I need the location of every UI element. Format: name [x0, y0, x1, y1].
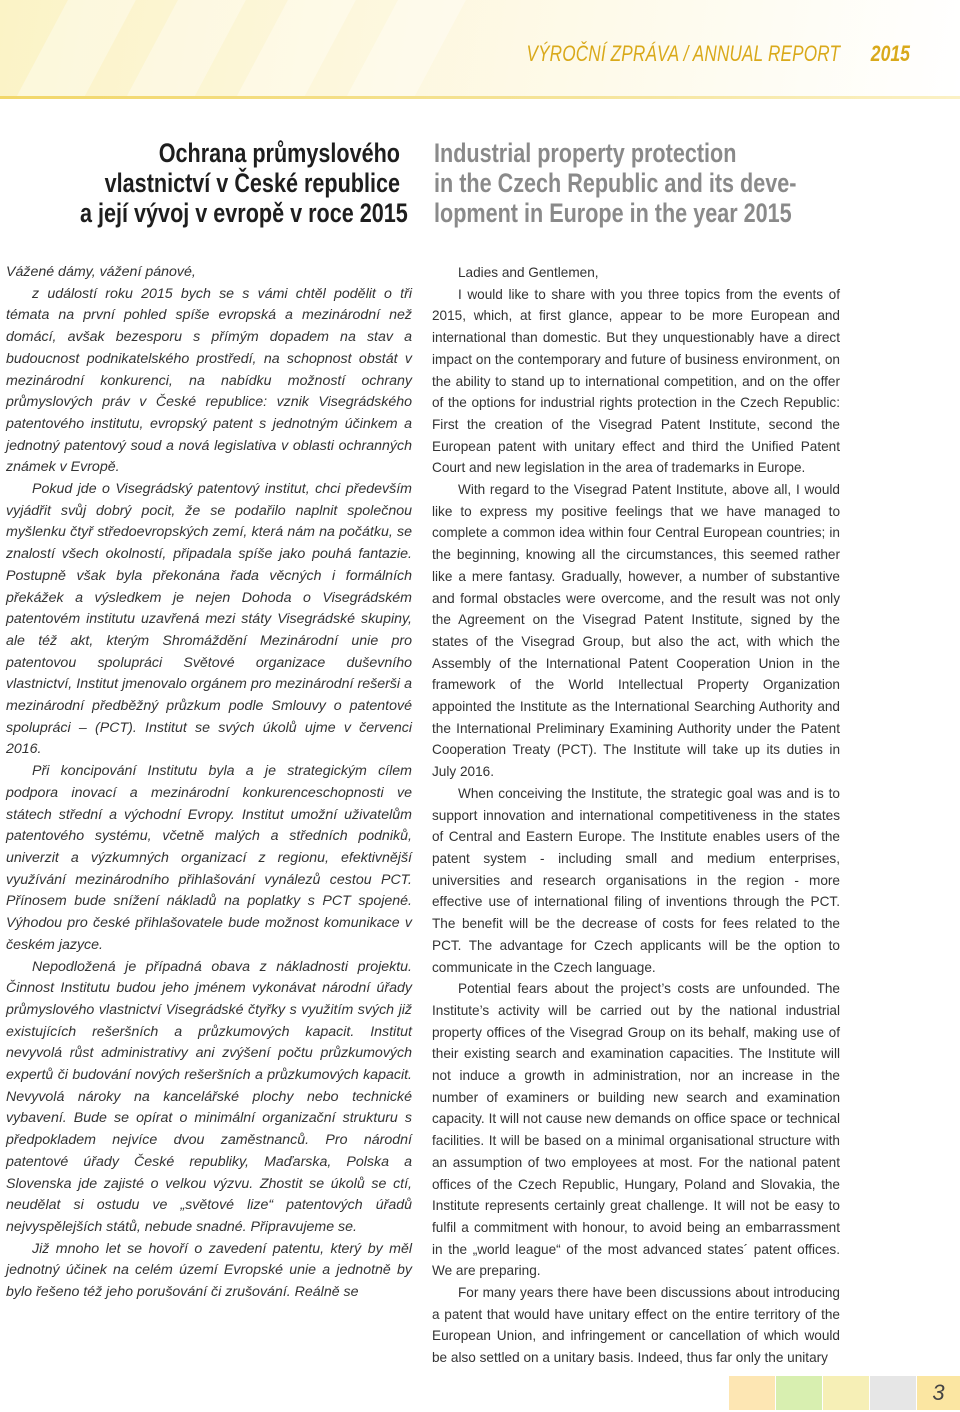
english-column: [432, 262, 840, 1369]
report-year: 2015: [870, 41, 910, 66]
article-title-en: [434, 138, 904, 228]
header-stripe: [107, 0, 254, 96]
paragraph: Nepodložená je případná obava z nákladnosti projektu. Činnost Institutu budou jeho jménem vykonávat národní úřady průmyslového vlastnictví Visegrádské čtyřky s využitím svých již existujících rešeršních a průzkumových kapacit. Institut nevyvolá růst administrativy ani zvýšení počtu průzkumových expertů či budování nových rešeršních a průzkumových kapacit. Nevyvolá nároky na kancelářské plochy nebo technické vybavení. Bude se opírat o minimální organizační strukturu s předpokladem nejvíce dvou zaměstnanců. Pro národní patentové úřady České republiky, Maďarska, Polska a Slovenska jde zajisté o velkou výzvu. Zhostit se úkolů se ctí, neudělat si ostudu ve „světové lize“ patentových úřadů nejvyspělejších států, nebude snadné. Připravujeme se.: [6, 958, 412, 1235]
footer-decoration: [729, 1376, 917, 1410]
header-stripe: [0, 0, 143, 96]
paragraph: Při koncipování Institutu byla a je strategickým cílem podpora inovací a mezinárodní konkurenceschopnosti ve státech střední a východní Evropy. Institut umožní uživatelům patentového systému, včetně malých a středních podniků, univerzit a výzkumných organizací z regionu, efektivnější využívání mezinárodního přihlašování vynálezů cestou PCT. Přínosem bude snížení nákladů na poplatky s PCT spojené. Výhodou pro české přihlašovatele bude možnost komunikace v českém jazyce.: [6, 763, 412, 953]
paragraph: Již mnoho let se hovoří o zavedení patentu, který by měl jednotný účinek na celém území Evropské unie a jednotně by bylo řešeno též jeho porušování či zrušování. Reálně se: [6, 1240, 412, 1301]
paragraph: With regard to the Visegrad Patent Institute, above all, I would like to express my positive feelings that we have managed to complete a common idea within four Central European countries; in the beginning, knowing all the circumstances, this seemed rather like a mere fantasy. Gradually, however, a number of substantive and formal obstacles were overcome, and the result was not only the Agreement on the Visegrad Patent Institute, signed by the states of the Visegrad Group, but also the act, with which the Assembly of the International Patent Cooperation Union in the framework of the World Intellectual Property Organization appointed the Institute as the International Searching Authority and the International Preliminary Examining Authority under the Patent Cooperation Treaty (PCT). The Institute will take up its duties in July 2016.: [432, 482, 840, 780]
czech-column: [6, 262, 412, 1304]
paragraph: Pokud jde o Visegrádský patentový institut, chci především vyjádřit svůj dobrý pocit, že se podařilo naplnit společnou myšlenku čtyř středoevropských zemí, která nám na počátku, se znalostí všech okolností, připadala spíše jako pouhá fantazie. Postupně však byla překonána řada věcných i formálních překážek a výsledkem je nejen Dohoda o Visegrádském patentovém institutu uzavřená mezi státy Visegrádské skupiny, ale též akt, kterým Shromáždění Mezinárodní unie pro patentovou spolupráci Světové organizace duševního vlastnictví, Institut jmenovalo orgánem pro mezinárodní rešerši a mezinárodní předběžný průzkum podle Smlouvy o patentové spolupráci – (PCT). Institut se svých úkolů ujme v červenci 2016.: [6, 481, 412, 758]
paragraph: Ladies and Gentlemen,: [458, 265, 599, 280]
header-stripe: [217, 0, 364, 96]
footer-square: [823, 1376, 869, 1410]
paragraph: Potential fears about the project’s costs are unfounded. The Institute’s activity will be carried out by the national industrial property offices of the Visegrad Group on its behalf, making use of their existing search and examination capacities. The Institute will not induce a growth in administration, nor an increase in the number of examiners or building new search and examination capacity. It will not cause new demands on office space or technical facilities. It will be based on a minimal organisational structure with an assumption of two employees at most. For the national patent offices of the Czech Republic, Hungary, Poland and Slovakia, the Institute represents certainly great challenge. It will not be easy to fulfil a commitment with honour, to avoid being an embarrassment in the „world league“ of the most advanced states´ patent offices. We are preparing.: [432, 981, 840, 1279]
paragraph: When conceiving the Institute, the strategic goal was and is to support innovation and international competitiveness in the states of Central and Eastern Europe. The Institute enables users of the patent system - including small and medium enterprises, universities and research organisations in the region - more effective use of international filing of inventions through the PCT. The benefit will be the decrease of costs for fees related to the PCT. The advantage for Czech applicants will be the option to communicate in the Czech language.: [432, 785, 840, 975]
footer-square: [870, 1376, 916, 1410]
title-line: Ochrana průmyslového: [158, 138, 400, 168]
title-line: a její vývoj v evropě v roce 2015: [80, 198, 408, 228]
footer-square: [729, 1376, 775, 1410]
paragraph: I would like to share with you three topics from the events of 2015, which, at first glance, appear to be more European and international than domestic. But they unquestionably have a direct impact on the contemporary and future of business environment, on the ability to stand up to international competition, and on the offer of the options for industrial rights protection in the Czech Republic: First the creation of the Visegrad Patent Institute, second the European patent with unitary effect and third the Unified Patent Court and new legislation in the area of trademarks in Europe.: [432, 286, 840, 476]
article-title-cz: [0, 138, 408, 228]
paragraph: z událostí roku 2015 bych se s vámi chtěl podělit o tři témata na první pohled spíše evropská a mezinárodní než domácí, avšak bezesporu s přímým dopadem na stav a budoucnost podnikatelského prostředí, na schopnost obstát v mezinárodní konkurenci, na nabídku možností ochrany průmyslových práv v České republice: vznik Visegrádského patentového institutu, evropský patent s jednotným účinkem a jednotný patentový soud a nová legislativa v oblasti ochranných známek v Evropě.: [6, 285, 412, 476]
title-line: vlastnictví v České republice: [104, 168, 401, 198]
title-line: Industrial property protection: [434, 138, 737, 168]
title-line: lopment in Europe in the year 2015: [434, 198, 792, 228]
footer-square: [776, 1376, 822, 1410]
header-stripe: [327, 0, 474, 96]
report-title: VÝROČNÍ ZPRÁVA / ANNUAL REPORT: [526, 41, 840, 66]
header-divider: [0, 96, 960, 99]
paragraph: Vážené dámy, vážení pánové,: [6, 264, 196, 280]
page-number: 3: [917, 1376, 960, 1410]
title-line: in the Czech Republic and its deve-: [434, 168, 797, 198]
paragraph: For many years there have been discussions about introducing a patent that would have unitary effect on the entire territory of the European Union, and infringement or cancellation of which would be also settled on a unitary basis. Indeed, thus far only the unitary: [432, 1285, 840, 1366]
